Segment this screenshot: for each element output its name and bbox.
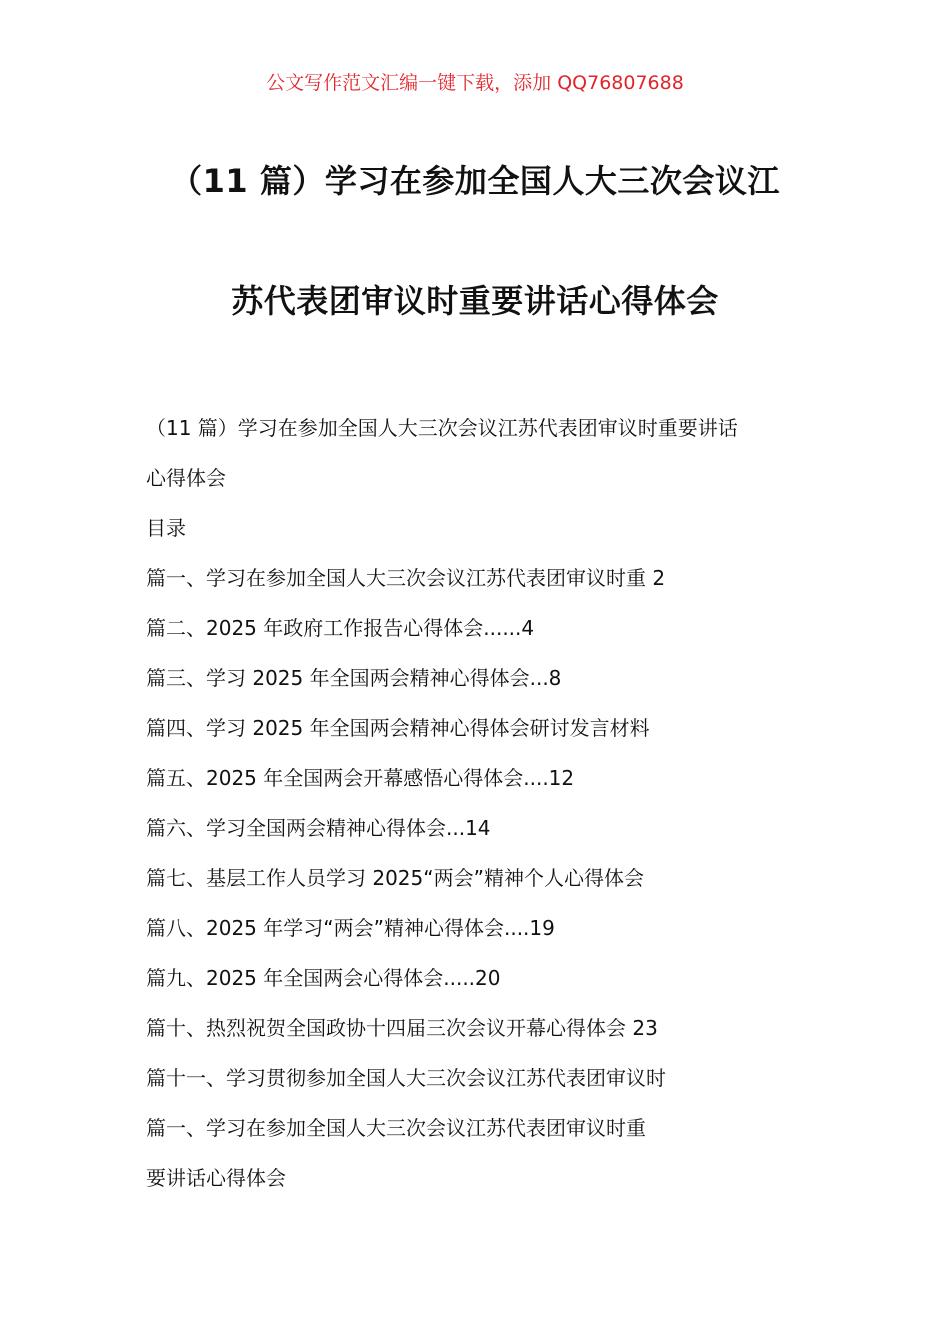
toc-item: 篇三、学习 2025 年全国两会精神心得体会...8 — [146, 666, 562, 690]
toc-item: 篇九、2025 年全国两会心得体会.....20 — [146, 966, 501, 990]
document-title-line-1: （11 篇）学习在参加全国人大三次会议江 — [170, 162, 780, 200]
toc-item: 篇十、热烈祝贺全国政协十四届三次会议开幕心得体会 23 — [146, 1016, 658, 1040]
document-title-line-2: 苏代表团审议时重要讲话心得体会 — [231, 282, 719, 320]
toc-item: 篇五、2025 年全国两会开幕感悟心得体会....12 — [146, 766, 575, 790]
toc-item: 篇八、2025 年学习“两会”精神心得体会....19 — [146, 916, 555, 940]
toc-item: 篇二、2025 年政府工作报告心得体会......4 — [146, 616, 535, 640]
section-heading: 篇一、学习在参加全国人大三次会议江苏代表团审议时重 — [146, 1116, 646, 1140]
toc-item: 篇一、学习在参加全国人大三次会议江苏代表团审议时重 2 — [146, 566, 666, 590]
section-heading: 要讲话心得体会 — [146, 1166, 286, 1190]
toc-heading: 目录 — [146, 516, 186, 540]
toc-item: 篇十一、学习贯彻参加全国人大三次会议江苏代表团审议时 — [146, 1066, 666, 1090]
document-body — [146, 408, 816, 1208]
toc-item: 篇七、基层工作人员学习 2025“两会”精神个人心得体会 — [146, 866, 644, 890]
toc-item: 篇六、学习全国两会精神心得体会...14 — [146, 816, 491, 840]
header-watermark-text: 公文写作范文汇编一键下载，添加 QQ76807688 — [266, 72, 684, 94]
body-line: 心得体会 — [146, 466, 226, 490]
toc-item: 篇四、学习 2025 年全国两会精神心得体会研讨发言材料 — [146, 716, 650, 740]
body-line: （11 篇）学习在参加全国人大三次会议江苏代表团审议时重要讲话 — [146, 416, 738, 440]
